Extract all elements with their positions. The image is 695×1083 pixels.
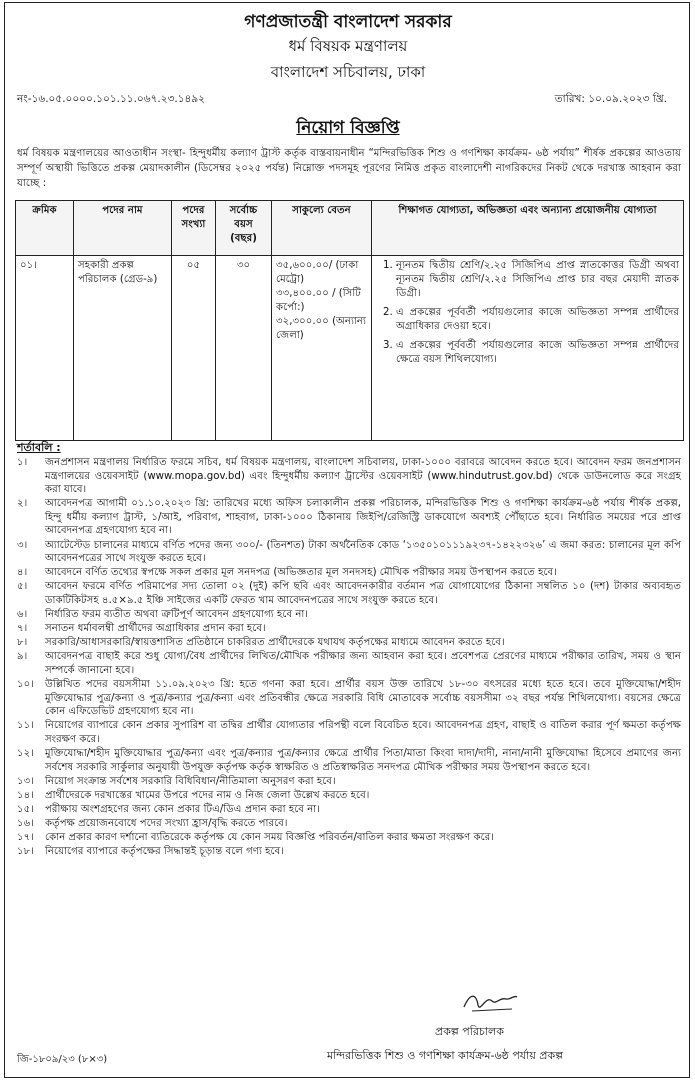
cell-age: ৩০	[216, 256, 272, 441]
condition-text: নিয়োগের ব্যাপারে কর্তৃপক্ষের সিদ্ধান্তই চূড়ান্ত বলে গণ্য হবে।	[45, 846, 284, 858]
condition-text: নিয়োগ সংক্রান্ত সর্বশেষ সরকারি বিধিবিধান/নীতিমালা অনুসরণ করা হবে।	[45, 775, 336, 787]
cell-salary	[272, 256, 372, 441]
condition-text: পরীক্ষায় অংশগ্রহণের জন্য কোন প্রকার টিএ/ডিএ প্রদান করা হবে না।	[45, 803, 320, 815]
condition-number: ৮।	[17, 637, 28, 649]
condition-item	[17, 580, 681, 607]
header-post: পদের নাম	[74, 201, 172, 256]
condition-item	[17, 831, 681, 845]
issue-date: তারিখ: ১০.০৯.২০২৩ খ্রি.	[554, 93, 667, 105]
condition-item	[17, 789, 681, 803]
qualification-item: 1. ন্যূনতম দ্বিতীয় শ্রেণি/২.২৫ সিজিপিএ প্রাপ্ত স্নাতকোত্তর ডিগ্রী অথবা ন্যূনতম দ্বিতীয় শ্রেণি/২.২৫ সিজিপিএ প্রাপ্ত চার বছর মেয়াদী স্নাতক ডিগ্রী।	[396, 259, 679, 301]
condition-text: জনপ্রশাসন মন্ত্রণালয় নির্ধারিত ফরমে সচিব, ধর্ম বিষয়ক মন্ত্রণালয়, বাংলাদেশ সচিবালয়, ঢাকা-১০০০ বরাবরে আবেদন করতে হবে। আবেদন ফরম জনপ্রশাসন মন্ত্রণালয়ের ওয়েবসাইট (www.mopa.gov.bd) এবং হিন্দুধর্মীয় কল্যাণ ট্রাস্টের ওয়েবসাইট (www.hindutrust.gov.bd) থেকে ডাউনলোড করে সংগ্রহ করা যাবে।	[45, 457, 681, 496]
condition-text: নিয়োগের ব্যাপারে কোন প্রকার সুপারিশ বা তদ্বির প্রার্থীর যোগ্যতার পরিপন্থী বলে বিবেচিত হবে। আবেদনপত্র গ্রহণ, বাছাই ও বাতিল করার পূর্ণ ক্ষমতা কর্তৃপক্ষ সংরক্ষণ করে।	[45, 720, 681, 745]
condition-item	[17, 678, 681, 719]
condition-text: কর্তৃপক্ষ প্রয়োজনবোধে পদের সংখ্যা হ্রাস/বৃদ্ধি করতে পারবে।	[45, 817, 288, 829]
condition-number: ১০।	[17, 679, 34, 690]
conditions-list	[17, 456, 681, 859]
condition-number: ৪।	[17, 567, 28, 579]
header-count: পদের সংখ্যা	[172, 201, 216, 256]
condition-item	[17, 539, 681, 566]
condition-text: মুক্তিযোদ্ধা/শহীদ মুক্তিযোদ্ধার পুত্র/কন্যা এবং পুত্র/কন্যার পুত্র/কন্যার ক্ষেত্রে প্রার্থীর পিতা/মাতা কিংবা দাদা/দাদী, নানা/নানী মুক্তিযোদ্ধা হিসেবে প্রমাণের জন্য সর্বশেষ সরকারি সার্কুলার অনুযায়ী উপযুক্ত কর্তৃপক্ষ কর্তৃক স্বাক্ষরিত ও প্রতিস্বাক্ষরিত সনদপত্র মৌখিক পরীক্ষার সময় উপস্থাপন করতে হবে।	[45, 747, 681, 773]
condition-item	[17, 566, 681, 580]
notice-title: নিয়োগ বিজ্ঞপ্তি	[296, 118, 400, 138]
qualification-item: 3. এ প্রকল্পের পূর্ববর্তী পর্যায়গুলোর কাজে অভিজ্ঞতা সম্পন্ন প্রার্থীদের ক্ষেত্রে বয়স শিথিলযোগ্য।	[396, 339, 679, 367]
condition-item	[17, 650, 681, 677]
condition-text: কোন প্রকার কারণ দর্শানো ব্যতিরেকে কর্তৃপক্ষ যে কোন সময় বিজ্ঞপ্তি পরিবর্তন/বাতিল করার ক্ষমতা সংরক্ষণ করে।	[45, 832, 495, 844]
condition-item	[17, 747, 681, 774]
government-title: গণপ্রজাতন্ত্রী বাংলাদেশ সরকার	[244, 12, 452, 32]
intro-paragraph: ধর্ম বিষয়ক মন্ত্রণালয়ের আওতাধীন সংস্থা- হিন্দুধর্মীয় কল্যাণ ট্রাস্ট কর্তৃক বাস্তবায়নাধীন “মন্দিরভিত্তিক শিশু ও গণশিক্ষা কার্যক্রম- ৬ষ্ঠ পর্যায়” শীর্ষক প্রকল্পের আওতায় সম্পূর্ণ অস্থায়ী ভিত্তিতে প্রকল্প মেয়াদকালীন (ডিসেম্বর ২০২৫ পর্যন্ত) নিম্নোক্ত পদসমূহ পূরণের নিমিত্ত প্রকৃত বাংলাদেশী নাগরিকদের নিকট থেকে দরখাস্ত আহবান করা যাচ্ছে :	[17, 148, 682, 189]
condition-text: প্রার্থীদেরকে দরখাস্তের খামের উপরে পদের নাম ও নিজ জেলা উল্লেখ করতে হবে।	[45, 789, 370, 801]
notice-page	[4, 2, 690, 1078]
condition-number: ১৮।	[17, 846, 34, 858]
condition-number: ৩।	[17, 539, 28, 551]
cell-count: ০৫	[172, 256, 216, 441]
condition-text: সরকারি/আধাসরকারি/স্বায়ত্তশাসিত প্রতিষ্ঠানে চাকরিরত প্রার্থীদেরকে যথাযথ কর্তৃপক্ষের মাধ্যমে আবেদন করতে হবে।	[45, 637, 505, 649]
condition-text: অ্যাটেস্টেড চালানের মাধ্যমে বর্ণিত পদের জন্য ৩০০/- (তিনশত) টাকা অর্থনৈতিক কোড ‘১৩৫০১০১১১৯২৩৭-১৪২২৩২৬’ এ জমা করত: চালানের মূল কপি আবেদনপত্রের সাথে সংযুক্ত করতে হবে।	[45, 539, 681, 565]
condition-number: ১।	[17, 457, 28, 468]
condition-item	[17, 719, 681, 746]
ministry-name: ধর্ম বিষয়ক মন্ত্রণালয়	[288, 37, 408, 55]
condition-item	[17, 636, 681, 650]
condition-number: ৭।	[17, 623, 28, 635]
header-age: সর্বোচ্চ বয়স (বছর)	[216, 201, 272, 256]
condition-item	[17, 817, 681, 831]
condition-text: আবেদন ফরমে বর্ণিত পরিমাপের সদ্য তোলা ০২ (দুই) কপি ছবি এবং আবেদনকারীর বর্তমান পত্র যোগাযোগের ঠিকানা সম্বলিত ১০ (দশ) টাকার অব্যবহৃত ডাকটিকিটসহ ৪.৫×৯.৫ ইঞ্চি সাইজের একটি ফেরত খাম আবেদনপত্রের সাথে সংযুক্ত করতে হবে।	[45, 581, 681, 606]
footer-code: জি-১৮০৯/২৩ (৮×৩)	[17, 1054, 108, 1065]
condition-number: ২।	[17, 498, 28, 510]
condition-text: সনাতন ধর্মাবলম্বী প্রার্থীদের অগ্রাধিকার প্রদান করা হবে।	[45, 623, 266, 635]
cell-qualification	[372, 256, 684, 441]
condition-text: আবেদনপত্র বাছাই করে শুধু যোগ্য/বৈধ প্রার্থীদের লিখিত/মৌখিক পরীক্ষার জন্য আহবান করা হবে। প্রবেশপত্র প্রেরণের মাধ্যমে পরীক্ষার তারিখ, সময় ও স্থান সম্পর্কে জানানো হবে।	[45, 651, 681, 676]
condition-text: নির্ধারিত ফরম ব্যতীত অথবা ত্রুটিপূর্ণ আবেদন গ্রহণযোগ্য হবে না।	[45, 609, 309, 621]
cell-post: সহকারী প্রকল্প পরিচালক (গ্রেড-৯)	[74, 256, 172, 441]
header-salary: সাকুল্যে বেতন	[272, 201, 372, 256]
table-header-row	[16, 201, 684, 256]
header-serial: ক্রমিক	[16, 201, 74, 256]
condition-number: ৯।	[17, 651, 28, 663]
qualification-item: 2. এ প্রকল্পের পূর্ববর্তী পর্যায়গুলোর কাজে অভিজ্ঞতা সম্পন্ন প্রার্থীদের অগ্রাধিকার দেওয়া হবে।	[396, 306, 679, 334]
condition-number: ১৭।	[17, 832, 34, 844]
condition-text: আবেদনপত্র আগামী ০১.১০.২০২৩ খ্রি: তারিখের মধ্যে অফিস চলাকালীন প্রকল্প পরিচালক, মন্দিরভিত্তিক শিশু ও গণশিক্ষা কার্যক্রম-৬ষ্ঠ পর্যায় শীর্ষক প্রকল্প, হিন্দু ধর্মীয় কল্যাণ ট্রাস্ট, ১/আই, পরিবাগ, শাহবাগ, ঢাকা-১০০০ ঠিকানায় জিইপি/রেজিস্ট্রি ডাকযোগে অবশ্যই পৌঁছাতে হবে। নির্ধারিত সময়ের পরে প্রাপ্ত আবেদনপত্র গ্রহণযোগ্য হবে না।	[45, 498, 681, 537]
condition-item	[17, 845, 681, 859]
condition-number: ৬।	[17, 609, 28, 621]
salary-city: ৩৩,৪০০.০০ / (সিটি কর্পো:)	[276, 288, 361, 313]
condition-item	[17, 456, 681, 497]
office-address: বাংলাদেশ সচিবালয়, ঢাকা	[270, 63, 426, 81]
condition-number: ১৫।	[17, 803, 34, 815]
cell-serial: ০১।	[16, 256, 74, 441]
condition-number: ১৪।	[17, 789, 34, 801]
condition-number: ১৩।	[17, 775, 34, 787]
memo-number: নং-১৬.০৫.০০০০.১০১.১১.০৬৭.২৩.১৪৯২	[17, 93, 206, 105]
condition-item	[17, 775, 681, 789]
signature-mark	[460, 989, 520, 1015]
header-qualification: শিক্ষাগত যোগ্যতা, অভিজ্ঞতা এবং অন্যান্য প্রয়োজনীয় যোগ্যতা	[372, 201, 684, 256]
condition-text: আবেদনে বর্ণিত তথ্যের স্বপক্ষে সকল প্রকার মূল সনদপত্র (অভিজ্ঞতার মূল সনদসহ) মৌখিক পরীক্ষার সময় উপস্থাপন করতে হবে।	[45, 567, 557, 579]
condition-number: ১৬।	[17, 817, 34, 829]
posts-table	[15, 200, 684, 441]
condition-item	[17, 608, 681, 622]
condition-item	[17, 803, 681, 817]
condition-number: ১২।	[17, 747, 34, 759]
qualification-list	[376, 259, 679, 367]
condition-number: ১১।	[17, 720, 34, 732]
condition-item	[17, 622, 681, 636]
conditions-title: শর্তাবলি :	[17, 441, 61, 454]
salary-district: ৩২,৩০০.০০ (অন্যান্য জেলা)	[276, 316, 366, 341]
condition-text: উল্লিখিত পদের বয়সসীমা ১১.০৯.২০২৩ খ্রি: হতে গণনা করা হবে। প্রার্থীর বয়স উক্ত তারিখে ১৮-৩০ বৎসরের মধ্যে হতে হবে। তবে মুক্তিযোদ্ধা/শহীদ মুক্তিযোদ্ধার পুত্র/কন্যা ও পুত্র/কন্যার পুত্র/কন্যা এবং প্রতিবন্ধীর ক্ষেত্রে সরকারি বিধি মোতাবেক সর্বোচ্চ বয়সসীমা ৩২ বছর পর্যন্ত শিথিলযোগ্য। বয়সের ক্ষেত্রে কোন এফিডেভিট গ্রহণযোগ্য হবে না।	[45, 679, 681, 718]
table-row	[16, 256, 684, 441]
salary-dhaka: ৩৫,৬০০.০০/ (ঢাকা মেট্রো)	[276, 260, 359, 285]
signatory-title: প্রকল্প পরিচালক	[435, 1025, 504, 1038]
condition-number: ৫।	[17, 581, 28, 593]
signatory-organization: মন্দিরভিত্তিক শিশু ও গণশিক্ষা কার্যক্রম-৬ষ্ঠ পর্যায় প্রকল্প	[327, 1049, 564, 1062]
condition-item	[17, 497, 681, 538]
